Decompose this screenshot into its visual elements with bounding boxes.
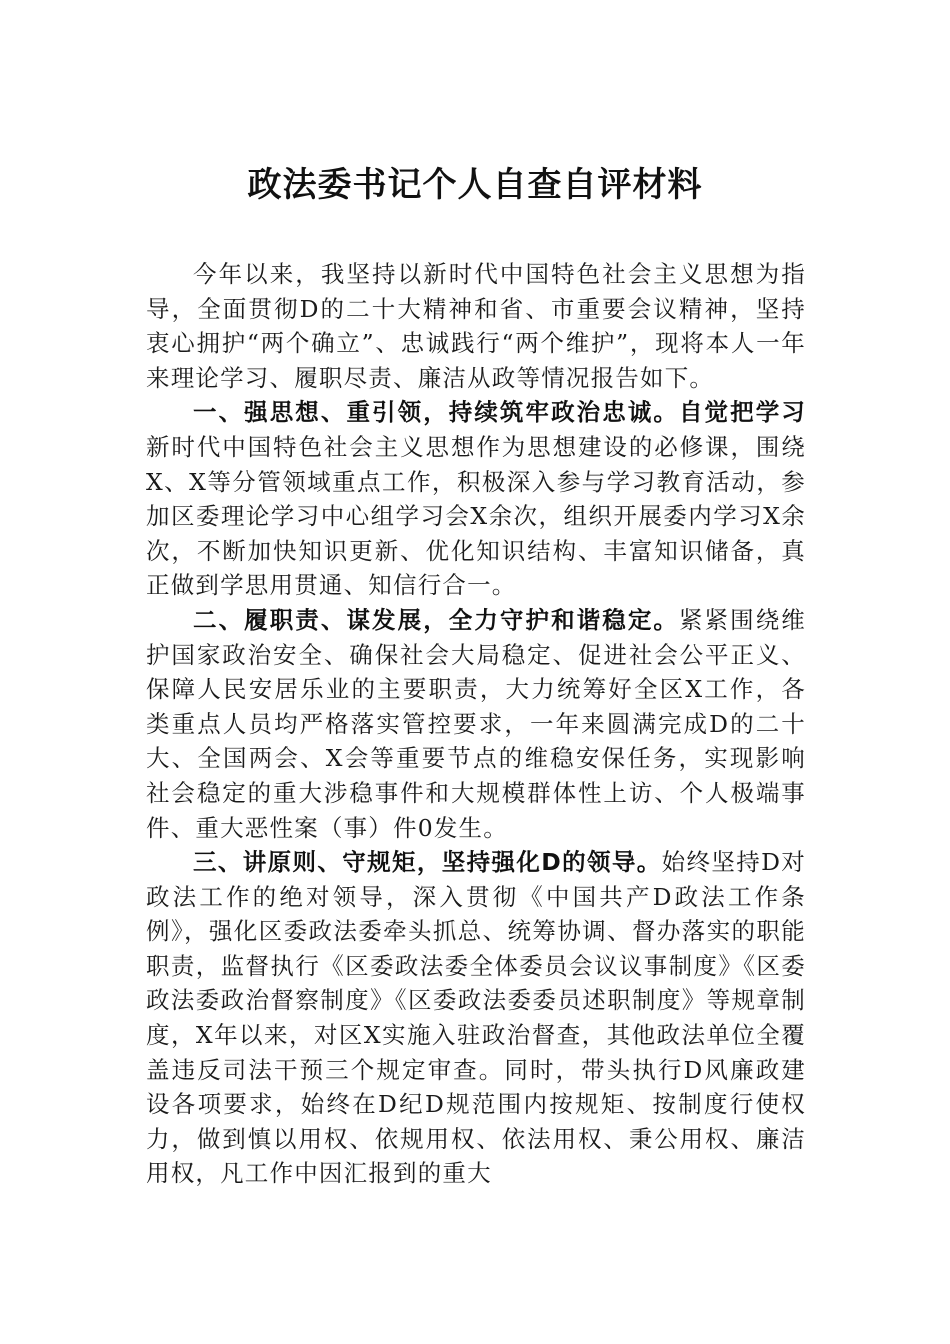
paragraph-intro-text: 今年以来，我坚持以新时代中国特色社会主义思想为指导，全面贯彻D的二十大精神和省、市重要会议精神，坚持衷心拥护“两个确立”、忠诚践行“两个维护”，现将本人一年来理论学习、履职尽责、廉洁从政等情况报告如下。: [146, 260, 806, 392]
paragraph-intro: [146, 257, 806, 395]
document-body: [146, 257, 806, 1191]
section-3-heading: 三、讲原则、守规矩，坚持强化D的领导。: [193, 848, 662, 877]
section-3-text: 始终坚持D对政法工作的绝对领导，深入贯彻《中国共产D政法工作条例》，强化区委政法委牵头抓总、统筹协调、督办落实的职能职责，监督执行《区委政法委全体委员会议议事制度》《区委政法委政治督察制度》《区委政法委委员述职制度》等规章制度，X年以来，对区X实施入驻政治督查，其他政法单位全覆盖违反司法干预三个规定审查。同时，带头执行D风廉政建设各项要求，始终在D纪D规范围内按规矩、按制度行使权力，做到慎以用权、依规用权、依法用权、秉公用权、廉洁用权，凡工作中因汇报到的重大: [146, 848, 806, 1188]
paragraph-section-1: [146, 395, 806, 603]
paragraph-section-3: [146, 845, 806, 1191]
paragraph-section-2: [146, 603, 806, 845]
section-2-text: 紧紧围绕维护国家政治安全、确保社会大局稳定、促进社会公平正义、保障人民安居乐业的主要职责，大力统筹好全区X工作，各类重点人员均严格落实管控要求，一年来圆满完成D的二十大、全国两会、X会等重要节点的维稳安保任务，实现影响社会稳定的重大涉稳事件和大规模群体性上访、个人极端事件、重大恶性案（事）件0发生。: [146, 605, 806, 842]
document-title: 政法委书记个人自查自评材料: [247, 165, 703, 205]
section-2-heading: 二、履职责、谋发展，全力守护和谐稳定。: [193, 605, 679, 634]
section-1-heading: 一、强思想、重引领，持续筑牢政治忠诚。自觉把学习: [193, 398, 806, 427]
section-1-text: 新时代中国特色社会主义思想作为思想建设的必修课，围绕X、X等分管领域重点工作，积极深入参与学习教育活动，参加区委理论学习中心组学习会X余次，组织开展委内学习X余次，不断加快知识更新、优化知识结构、丰富知识储备，真正做到学思用贯通、知信行合一。: [146, 432, 806, 600]
